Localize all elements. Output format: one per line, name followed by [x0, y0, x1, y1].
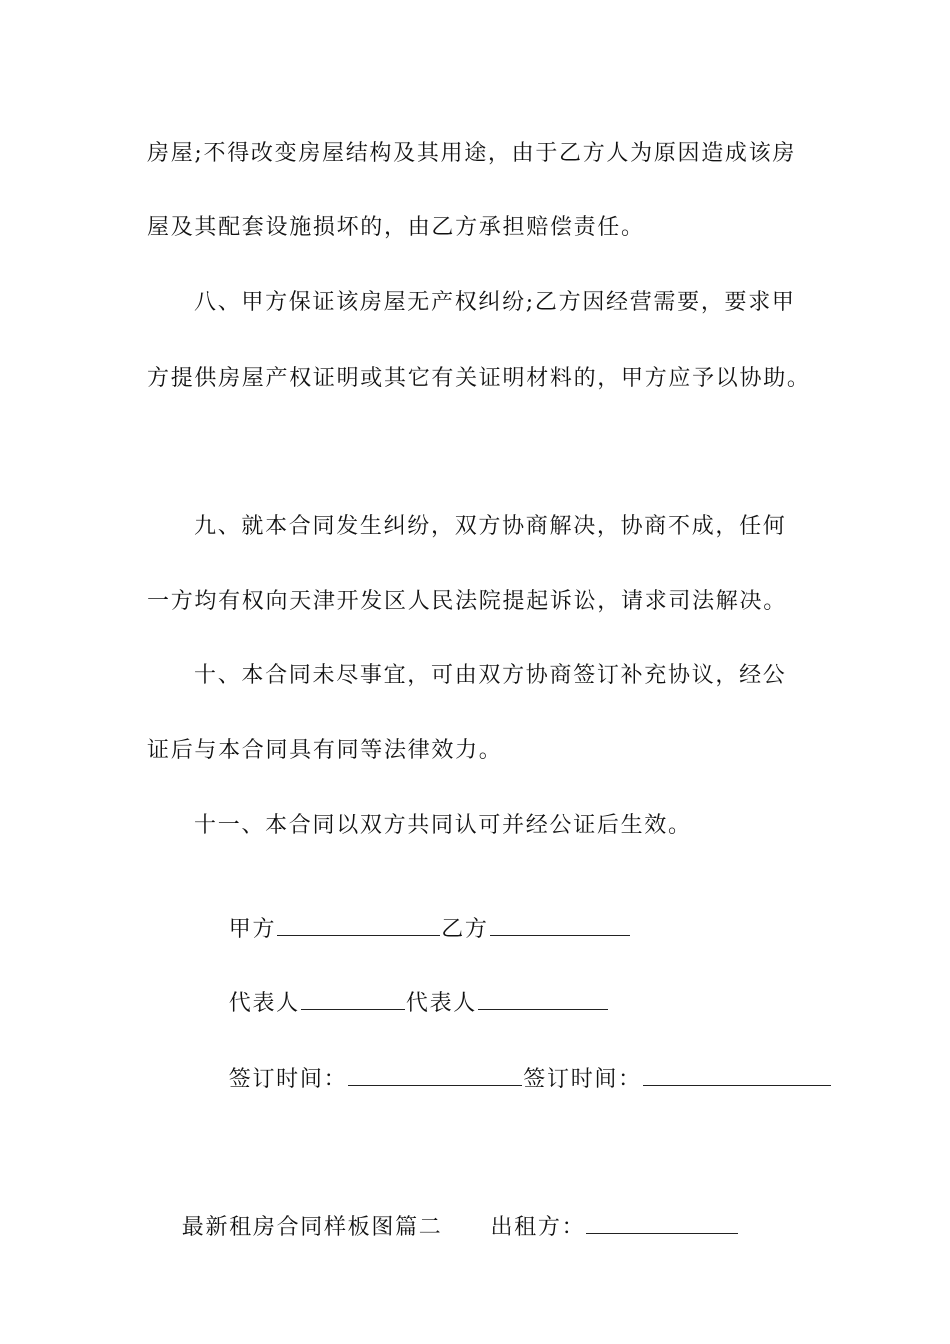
clause-10-line-1: 十、本合同未尽事宜，可由双方协商签订补充协议，经公 — [194, 663, 787, 688]
party-a-label: 甲方 — [228, 917, 277, 942]
clause-9-line-1: 九、就本合同发生纠纷，双方协商解决，协商不成，任何 — [194, 514, 787, 539]
date-b-blank — [643, 1065, 831, 1086]
party-b-label: 乙方 — [441, 917, 489, 942]
clause-9-line-2: 一方均有权向天津开发区人民法院提起诉讼，请求司法解决。 — [147, 589, 787, 614]
clause-8-line-2: 方提供房屋产权证明或其它有关证明材料的，甲方应予以协助。 — [147, 366, 811, 391]
clause-11-line-1: 十一、本合同以双方共同认可并经公证后生效。 — [194, 813, 692, 838]
next-section-row — [147, 1183, 739, 1273]
lessor-label: 出租方： — [490, 1215, 586, 1240]
rep-a-blank — [301, 989, 405, 1010]
clause-7-line-1: 房屋;不得改变房屋结构及其用途，由于乙方人为原因造成该房 — [147, 141, 797, 166]
party-a-blank — [277, 915, 440, 936]
clause-8-line-1: 八、甲方保证该房屋无产权纠纷;乙方因经营需要，要求甲 — [194, 290, 796, 315]
clause-10-line-2: 证后与本合同具有同等法律效力。 — [147, 738, 503, 763]
rep-a-label: 代表人 — [228, 991, 300, 1016]
date-a-label: 签订时间： — [228, 1067, 348, 1092]
party-b-blank — [490, 915, 630, 936]
date-b-label: 签订时间： — [523, 1067, 642, 1092]
signature-dates-row — [194, 1035, 832, 1125]
section-title: 最新租房合同样板图篇二 — [181, 1215, 443, 1240]
rep-b-label: 代表人 — [405, 991, 477, 1016]
clause-7-line-2: 屋及其配套设施损坏的，由乙方承担赔偿责任。 — [147, 215, 645, 240]
lessor-blank — [586, 1213, 738, 1234]
rep-b-blank — [478, 989, 608, 1010]
date-a-blank — [348, 1065, 522, 1086]
